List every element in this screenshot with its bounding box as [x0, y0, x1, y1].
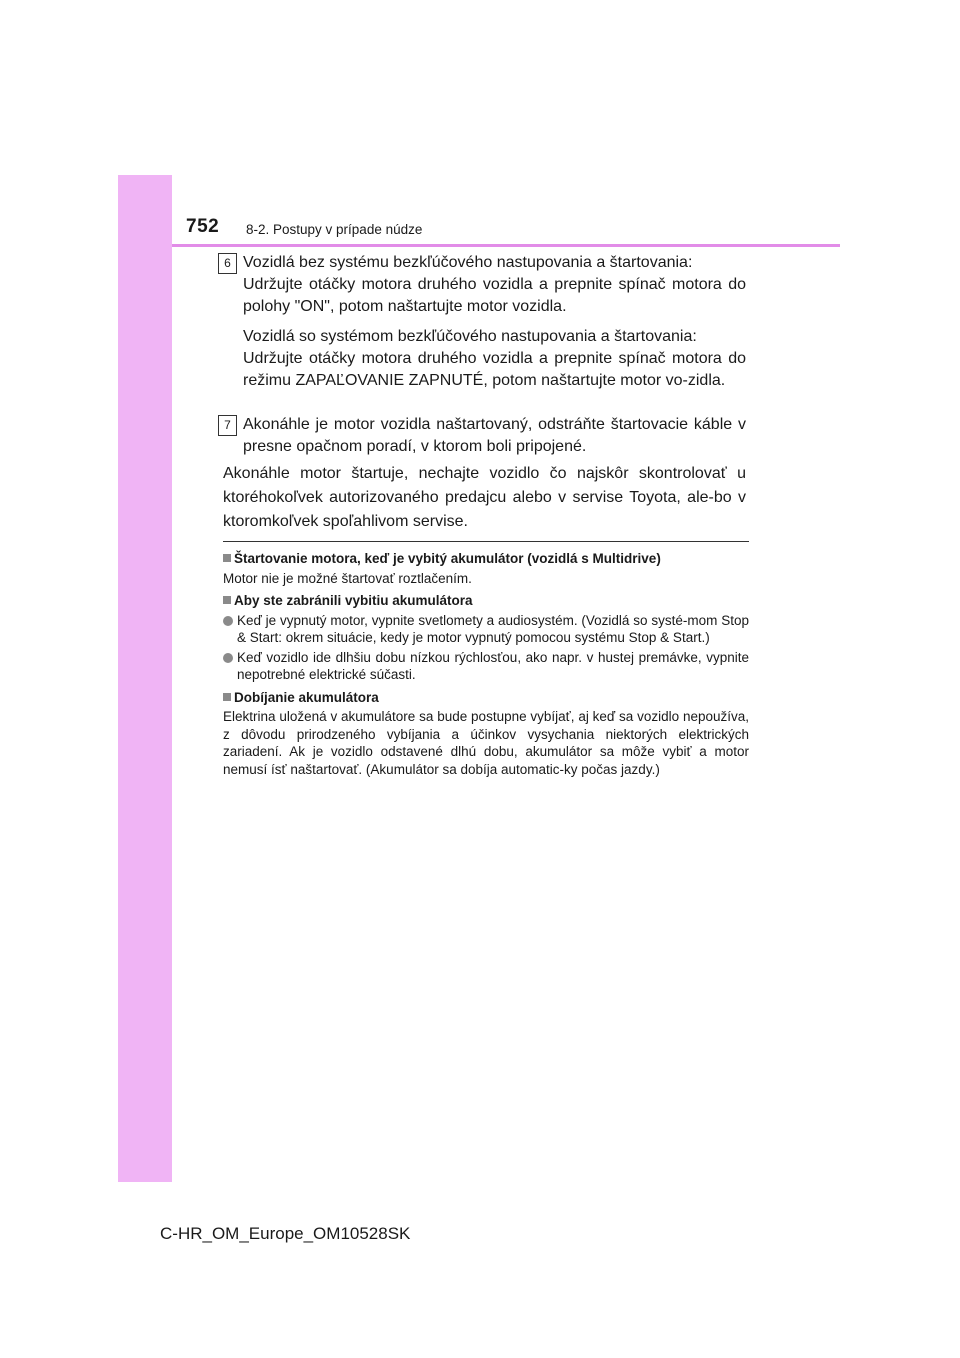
- note-heading: [223, 592, 749, 610]
- square-bullet-icon: [223, 596, 231, 604]
- step-number-7: 7: [218, 415, 237, 436]
- step-6-para-3: Vozidlá so systémom bezkľúčového nastupovania a štartovania:: [243, 328, 697, 345]
- step-6-para-4: Udržujte otáčky motora druhého vozidla a prepnite spínač motora do režimu ZAPAĽOVANIE ZAPNUTÉ, potom naštartujte motor vo-zidla.: [243, 350, 746, 389]
- page-number: 752: [186, 216, 220, 237]
- round-bullet-icon: [223, 653, 233, 663]
- step-6-para-1: Vozidlá bez systému bezkľúčového nastupovania a štartovania:: [243, 254, 693, 271]
- header-divider: [172, 244, 840, 247]
- list-item: [223, 649, 749, 684]
- document-footer-code: C-HR_OM_Europe_OM10528SK: [160, 1224, 411, 1243]
- after-start-advice: Akonáhle motor štartuje, nechajte vozidlo čo najskôr skontrolovať u ktoréhokoľvek autorizovaného predajcu alebo v servise Toyota, ale-bo v ktoromkoľvek spoľahlivom servise.: [223, 465, 746, 530]
- note-heading-text: Aby ste zabránili vybitiu akumulátora: [234, 593, 473, 608]
- note-heading-text: Štartovanie motora, keď je vybitý akumulátor (vozidlá s Multidrive): [234, 551, 661, 566]
- list-item-text: Keď vozidlo ide dlhšiu dobu nízkou rýchlosťou, ako napr. v hustej premávke, vypnite nepotrebné elektrické súčasti.: [237, 649, 749, 682]
- step-7-text: [243, 414, 746, 458]
- step-number-6: 6: [218, 253, 237, 274]
- step-7-para-1: Akonáhle je motor vozidla naštartovaný, odstráňte štartovacie káble v presne opačnom poradí, v ktorom boli pripojené.: [243, 416, 746, 455]
- round-bullet-icon: [223, 616, 233, 626]
- list-item: [223, 612, 749, 647]
- notes-section: [223, 550, 749, 778]
- list-item-text: Keď je vypnutý motor, vypnite svetlomety a audiosystém. (Vozidlá so systé-mom Stop & Start: okrem situácie, kedy je motor vypnutý pomocou systému Stop & Start.): [237, 612, 749, 645]
- square-bullet-icon: [223, 554, 231, 562]
- step-6-para-2: Udržujte otáčky motora druhého vozidla a prepnite spínač motora do polohy "ON", potom naštartujte motor vozidla.: [243, 276, 746, 315]
- section-title: 8-2. Postupy v prípade núdze: [246, 222, 423, 237]
- step-6-text: [243, 252, 746, 392]
- square-bullet-icon: [223, 693, 231, 701]
- notes-divider: [223, 541, 749, 542]
- note-body: Motor nie je možné štartovať roztlačením.: [223, 570, 472, 586]
- note-heading: [223, 689, 749, 707]
- note-body: Elektrina uložená v akumulátore sa bude postupne vybíjať, aj keď sa vozidlo nepoužíva, z dôvodu prirodzeného vybíjania a účinkov vysychania niektorých elektrických zariadení. Ak je vozidlo odstavené dlhú dobu, akumulátor sa môže vybiť a motor nemusí ísť naštartovať. (Akumulátor sa dobíja automatic-ky počas jazdy.): [223, 709, 749, 777]
- note-heading-text: Dobíjanie akumulátora: [234, 689, 379, 705]
- side-tab-band: [118, 175, 172, 1182]
- note-heading: [223, 550, 749, 568]
